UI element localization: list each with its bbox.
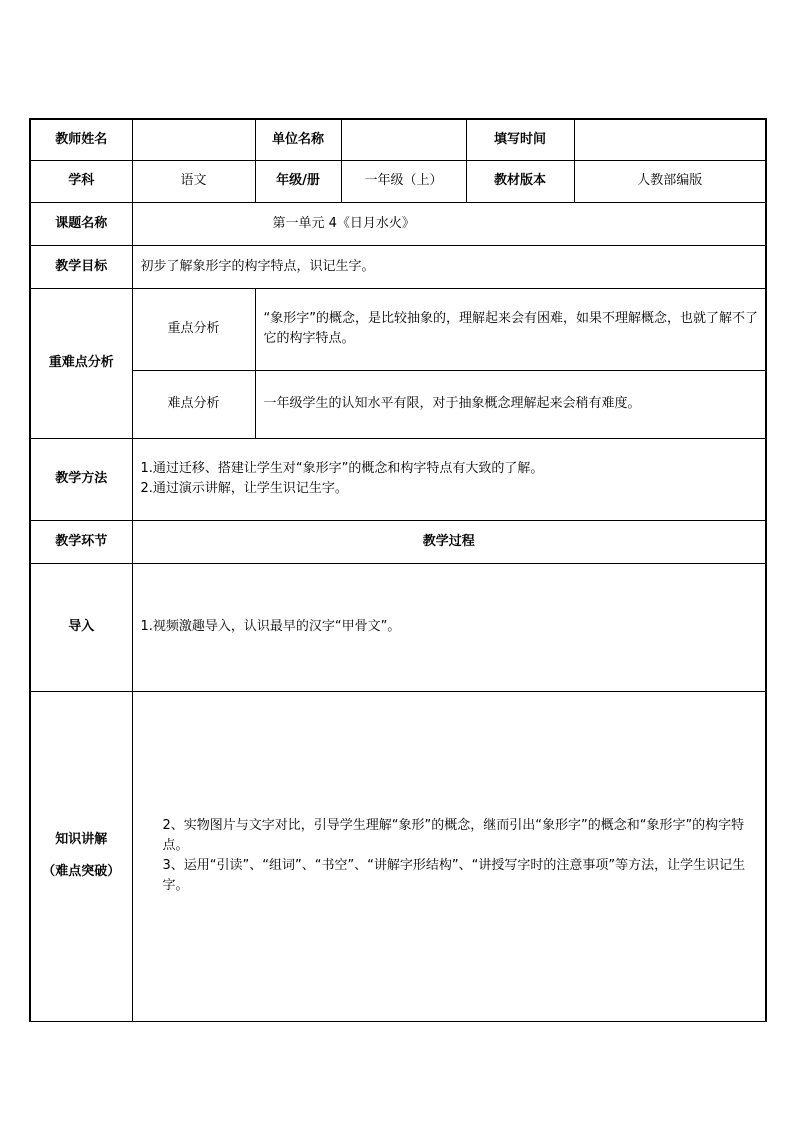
edition-value: 人教部编版	[574, 160, 766, 202]
teacher-name-label: 教师姓名	[30, 119, 132, 160]
subject-label: 学科	[30, 160, 132, 202]
unit-name-label: 单位名称	[255, 119, 341, 160]
process-header-row	[30, 520, 766, 563]
knowledge-label-line-2: （难点突破）	[42, 864, 121, 879]
difficulty-analysis-label: 难点分析	[132, 370, 255, 438]
subject-value: 语文	[132, 160, 255, 202]
knowledge-label	[30, 691, 132, 1021]
focus-analysis-value: “象形字”的概念，是比较抽象的，理解起来会有困难，如果不理解概念，也就了解不了它的构字特点。	[255, 288, 766, 370]
header-row	[30, 119, 766, 160]
key-points-label: 重难点分析	[30, 288, 132, 438]
method-line-1: 1.通过迁移、搭建让学生对“象形字”的概念和构字特点有大致的了解。	[140, 461, 544, 476]
intro-label: 导入	[30, 563, 132, 691]
difficulty-analysis-value: 一年级学生的认知水平有限，对于抽象概念理解起来会稍有难度。	[255, 370, 766, 438]
topic-row	[30, 202, 766, 245]
goal-label: 教学目标	[30, 245, 132, 288]
process-header: 教学过程	[132, 520, 766, 563]
grade-label: 年级/册	[255, 160, 341, 202]
topic-label: 课题名称	[30, 202, 132, 245]
fill-date-value[interactable]	[574, 119, 766, 160]
stage-header: 教学环节	[30, 520, 132, 563]
lesson-plan-table	[29, 118, 767, 1022]
knowledge-row	[30, 691, 766, 1021]
focus-row	[30, 288, 766, 370]
unit-name-value[interactable]	[341, 119, 466, 160]
teacher-name-value[interactable]	[132, 119, 255, 160]
edition-label: 教材版本	[466, 160, 574, 202]
knowledge-label-line-1: 知识讲解	[55, 832, 108, 847]
goal-value: 初步了解象形字的构字特点，识记生字。	[132, 245, 766, 288]
method-label: 教学方法	[30, 438, 132, 520]
method-row	[30, 438, 766, 520]
intro-value: 1.视频激趣导入，认识最早的汉字“甲骨文”。	[132, 563, 766, 691]
lesson-plan-form	[29, 118, 765, 1022]
knowledge-line-2: 2、实物图片与文字对比，引导学生理解“象形”的概念，继而引出“象形字”的概念和“象形字”的构字特点。	[162, 818, 745, 853]
knowledge-line-3: 3、运用“引读”、“组词”、“书空”、“讲解字形结构”、“讲授写字时的注意事项”等方法，让学生识记生字。	[162, 858, 746, 893]
fill-date-label: 填写时间	[466, 119, 574, 160]
grade-value: 一年级（上）	[341, 160, 466, 202]
method-line-2: 2.通过演示讲解，让学生识记生字。	[140, 481, 348, 496]
focus-analysis-label: 重点分析	[132, 288, 255, 370]
info-row	[30, 160, 766, 202]
goal-row	[30, 245, 766, 288]
topic-value: 第一单元 4《日月水火》	[132, 202, 766, 245]
method-value	[132, 438, 766, 520]
difficulty-row	[30, 370, 766, 438]
knowledge-value	[132, 691, 766, 1021]
intro-row	[30, 563, 766, 691]
